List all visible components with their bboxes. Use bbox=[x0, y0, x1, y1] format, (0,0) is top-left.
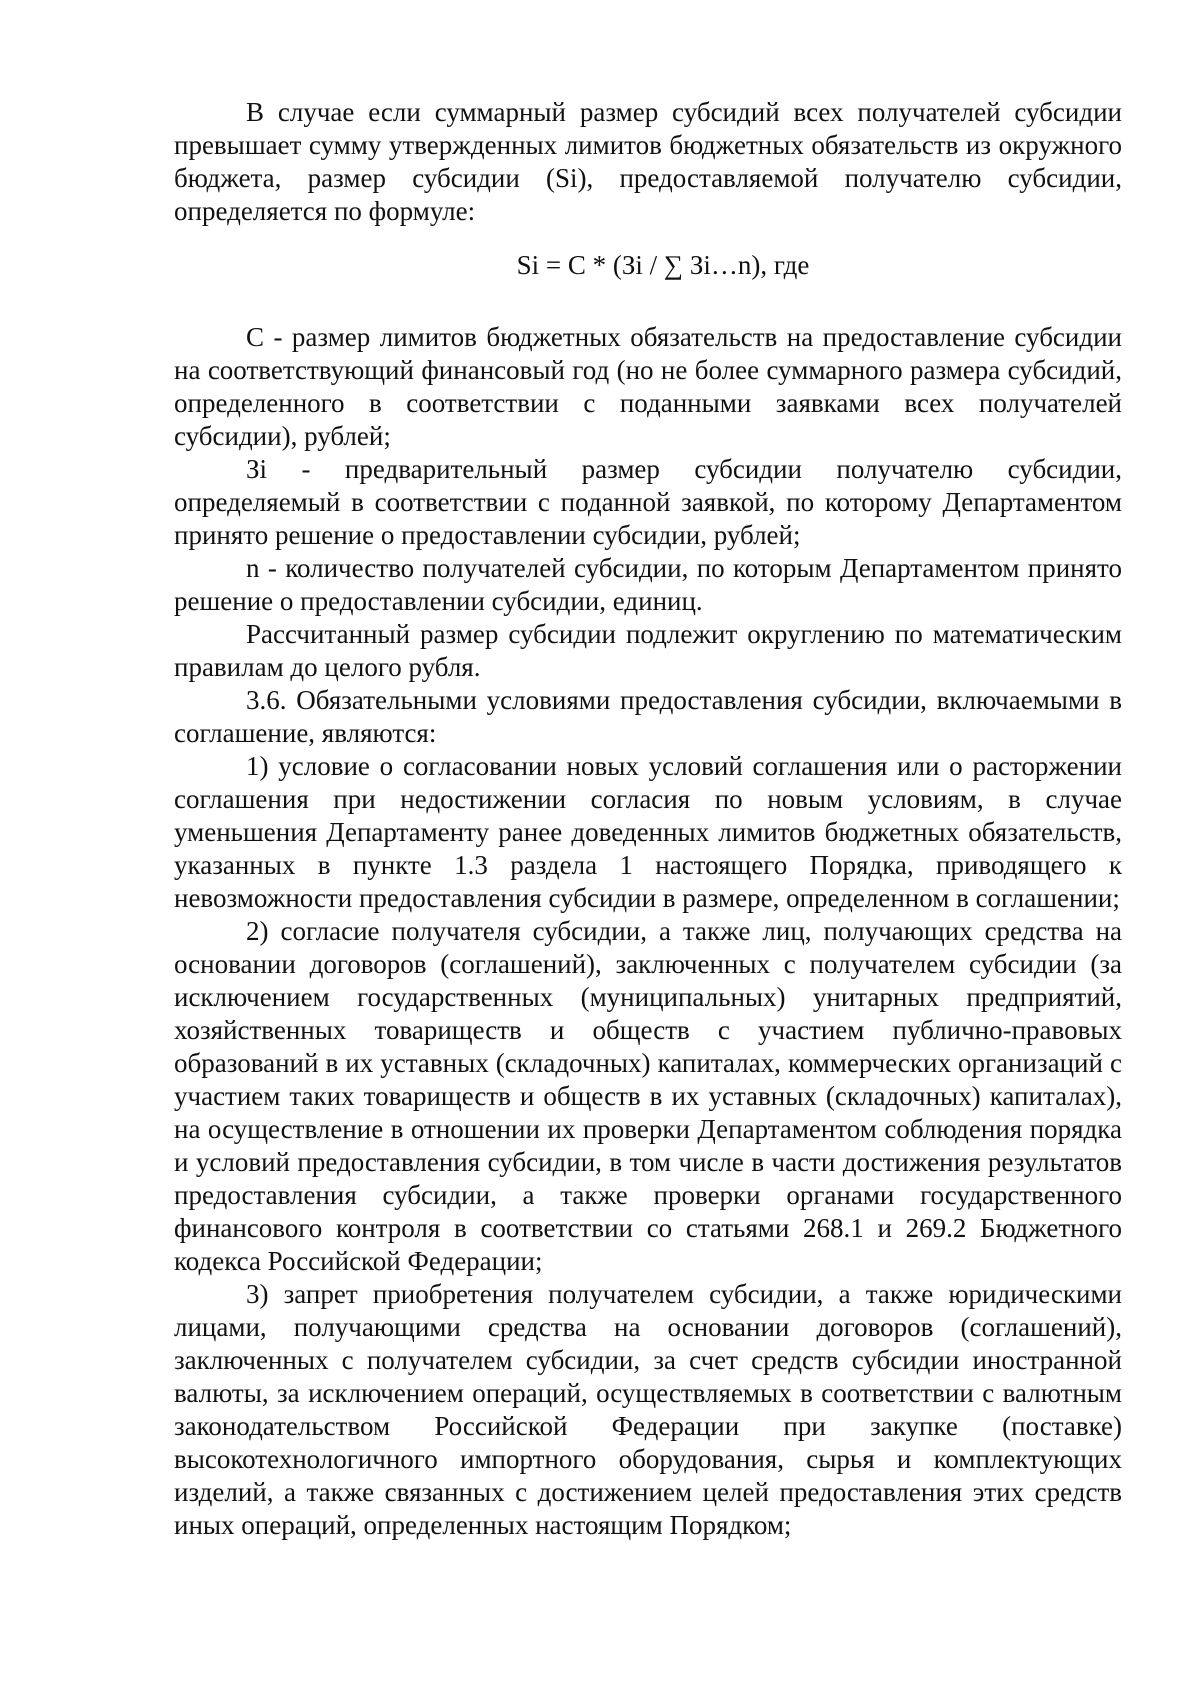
paragraph-intro: В случае если суммарный размер субсидий всех получателей субсидии превышает сумму утвержденных лимитов бюджетных обязательств из окружного бюджета, размер субсидии (Si), предоставляемой получателю субсидии, определяется по формуле: bbox=[174, 97, 1122, 226]
paragraph-section-3-6: 3.6. Обязательными условиями предоставления субсидии, включаемыми в соглашение, являются: bbox=[174, 685, 1122, 748]
formula: Si = C * (Зi / ∑ Зi…n), где bbox=[516, 250, 810, 280]
paragraph-zi-definition: Зi - предварительный размер субсидии получателю субсидии, определяемый в соответствии с поданной заявкой, по которому Департаментом принято решение о предоставлении субсидии, рублей; bbox=[174, 454, 1122, 550]
paragraph-c-definition: C - размер лимитов бюджетных обязательств на предоставление субсидии на соответствующий финансовый год (но не более суммарного размера субсидий, определенного в соответствии с поданными заявками всех получателей субсидии), рублей; bbox=[174, 322, 1122, 451]
document-body bbox=[174, 96, 1122, 1542]
paragraph-n-definition: n - количество получателей субсидии, по которым Департаментом принято решение о предоставлении субсидии, единиц. bbox=[174, 553, 1122, 616]
paragraph-condition-3: 3) запрет приобретения получателем субсидии, а также юридическими лицами, получающими средства на основании договоров (соглашений), заключенных с получателем субсидии, за счет средств субсидии иностранной валюты, за исключением операций, осуществляемых в соответствии с валютным законодательством Российской Федерации при закупке (поставке) высокотехнологичного импортного оборудования, сырья и комплектующих изделий, а также связанных с достижением целей предоставления этих средств иных операций, определенных настоящим Порядком; bbox=[174, 1279, 1122, 1540]
paragraph-condition-2: 2) согласие получателя субсидии, а также лиц, получающих средства на основании договоров (соглашений), заключенных с получателем субсидии (за исключением государственных (муниципальных) унитарных предприятий, хозяйственных товариществ и обществ с участием публично-правовых образований в их уставных (складочных) капиталах, коммерческих организаций с участием таких товариществ и обществ в их уставных (складочных) капиталах), на осуществление в отношении их проверки Департаментом соблюдения порядка и условий предоставления субсидии, в том числе в части достижения результатов предоставления субсидии, а также проверки органами государственного финансового контроля в соответствии со статьями 268.1 и 269.2 Бюджетного кодекса Российской Федерации; bbox=[174, 916, 1122, 1276]
paragraph-rounding: Рассчитанный размер субсидии подлежит округлению по математическим правилам до целого рубля. bbox=[174, 619, 1122, 682]
paragraph-condition-1: 1) условие о согласовании новых условий соглашения или о расторжении соглашения при недостижении согласия по новым условиям, в случае уменьшения Департаменту ранее доведенных лимитов бюджетных обязательств, указанных в пункте 1.3 раздела 1 настоящего Порядка, приводящего к невозможности предоставления субсидии в размере, определенном в соглашении; bbox=[174, 751, 1122, 913]
